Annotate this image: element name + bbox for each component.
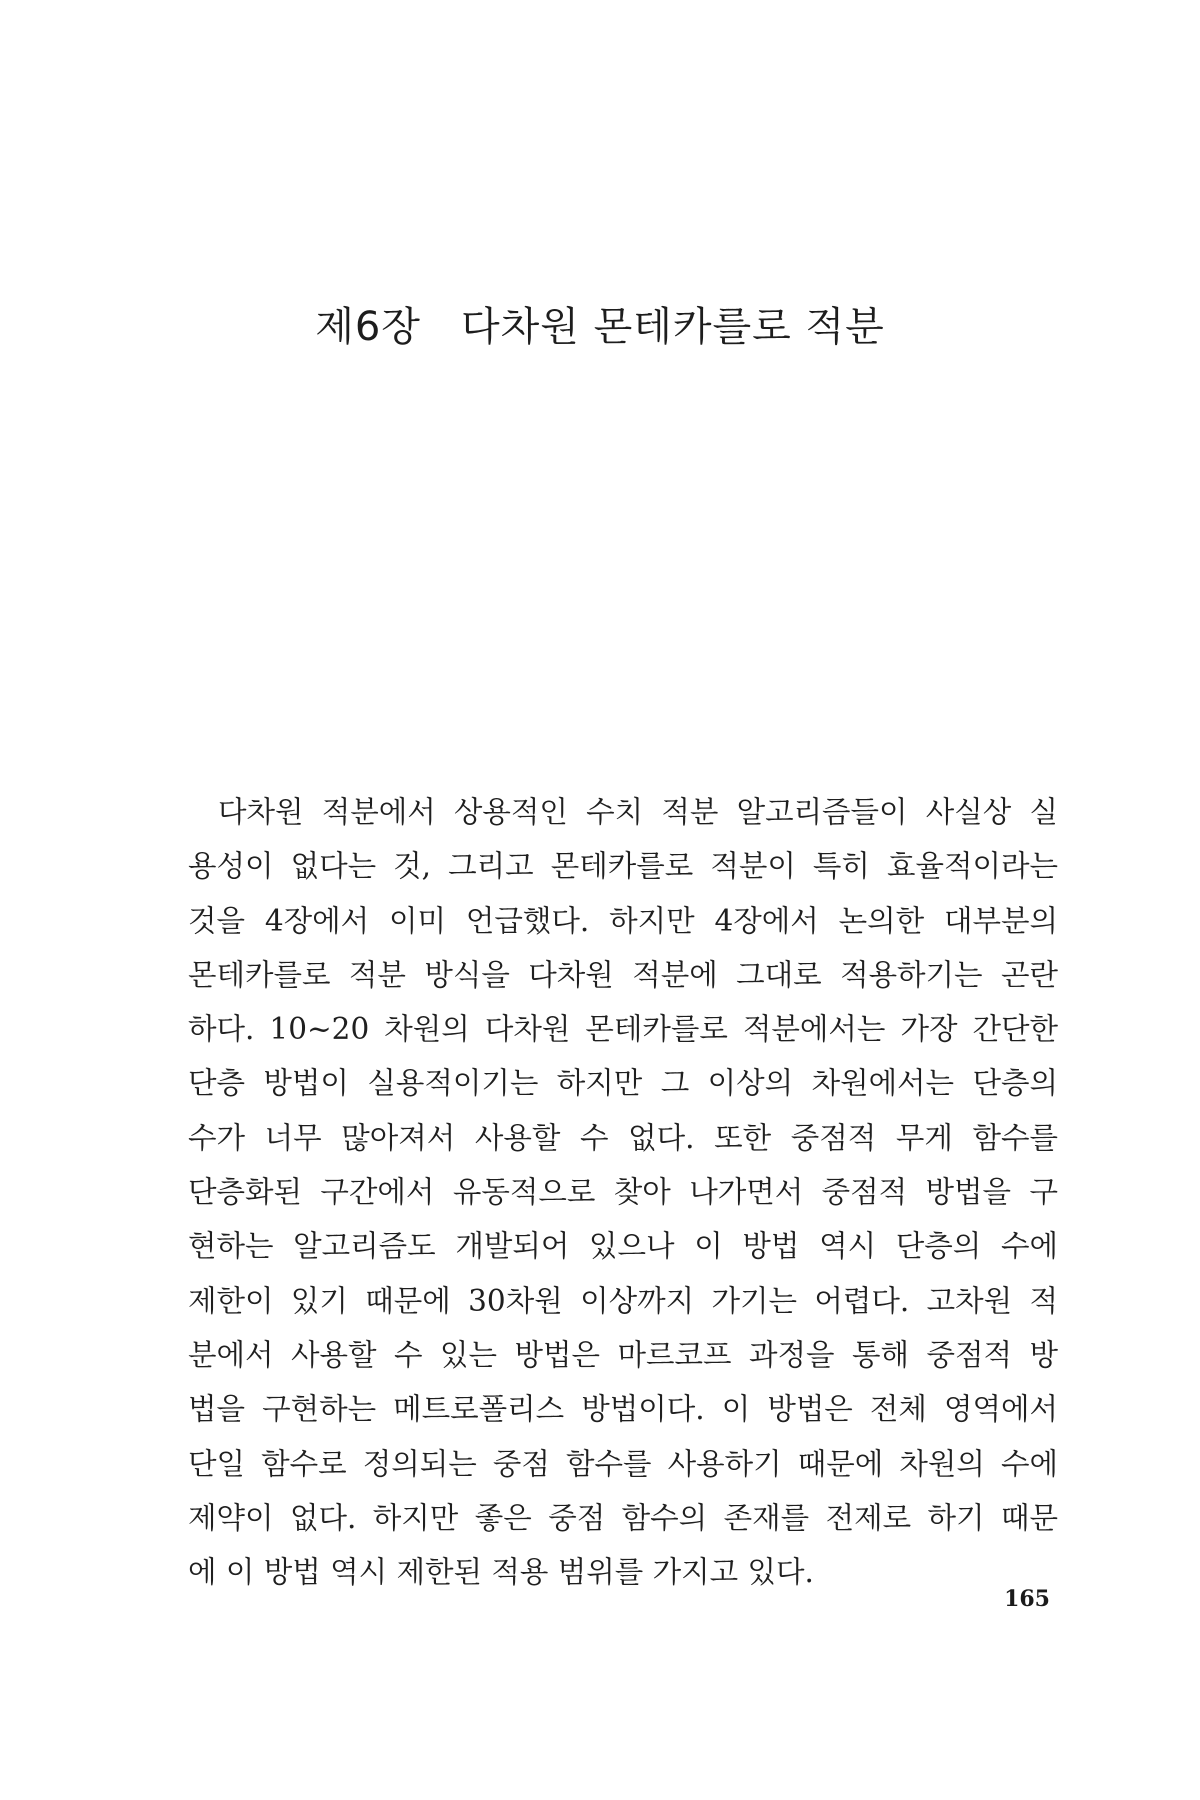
body-paragraph	[188, 785, 1058, 1599]
paragraph-line: 분에서 사용할 수 있는 방법은 마르코프 과정을 통해 중점적 방	[188, 1337, 1058, 1372]
paragraph-line: 몬테카를로 적분 방식을 다차원 적분에 그대로 적용하기는 곤란	[188, 957, 1058, 992]
page-number: 165	[1004, 1586, 1050, 1612]
chapter-heading	[0, 295, 1200, 352]
paragraph-line: 법을 구현하는 메트로폴리스 방법이다. 이 방법은 전체 영역에서	[188, 1392, 1058, 1427]
paragraph-line: 단일 함수로 정의되는 중점 함수를 사용하기 때문에 차원의 수에	[188, 1446, 1058, 1481]
paragraph-line: 용성이 없다는 것, 그리고 몬테카를로 적분이 특히 효율적이라는	[188, 849, 1058, 884]
paragraph-line: 단층 방법이 실용적이기는 하지만 그 이상의 차원에서는 단층의	[188, 1066, 1058, 1101]
paragraph-line: 하다. 10∼20 차원의 다차원 몬테카를로 적분에서는 가장 간단한	[188, 1012, 1058, 1047]
paragraph-line: 다차원 적분에서 상용적인 수치 적분 알고리즘들이 사실상 실	[218, 795, 1058, 829]
paragraph-line: 에 이 방법 역시 제한된 적용 범위를 가지고 있다.	[188, 1555, 814, 1590]
chapter-title: 다차원 몬테카를로 적분	[460, 303, 885, 350]
paragraph-line: 제약이 없다. 하지만 좋은 중점 함수의 존재를 전제로 하기 때문	[188, 1500, 1058, 1535]
paragraph-line: 단층화된 구간에서 유동적으로 찾아 나가면서 중점적 방법을 구	[188, 1175, 1058, 1210]
paragraph-line: 것을 4장에서 이미 언급했다. 하지만 4장에서 논의한 대부분의	[188, 903, 1058, 938]
paragraph-line: 현하는 알고리즘도 개발되어 있으나 이 방법 역시 단층의 수에	[188, 1229, 1058, 1264]
chapter-number: 제6장	[315, 303, 421, 350]
paragraph-line: 제한이 있기 때문에 30차원 이상까지 가기는 어렵다. 고차원 적	[188, 1283, 1058, 1318]
paragraph-line: 수가 너무 많아져서 사용할 수 없다. 또한 중점적 무게 함수를	[188, 1120, 1058, 1155]
